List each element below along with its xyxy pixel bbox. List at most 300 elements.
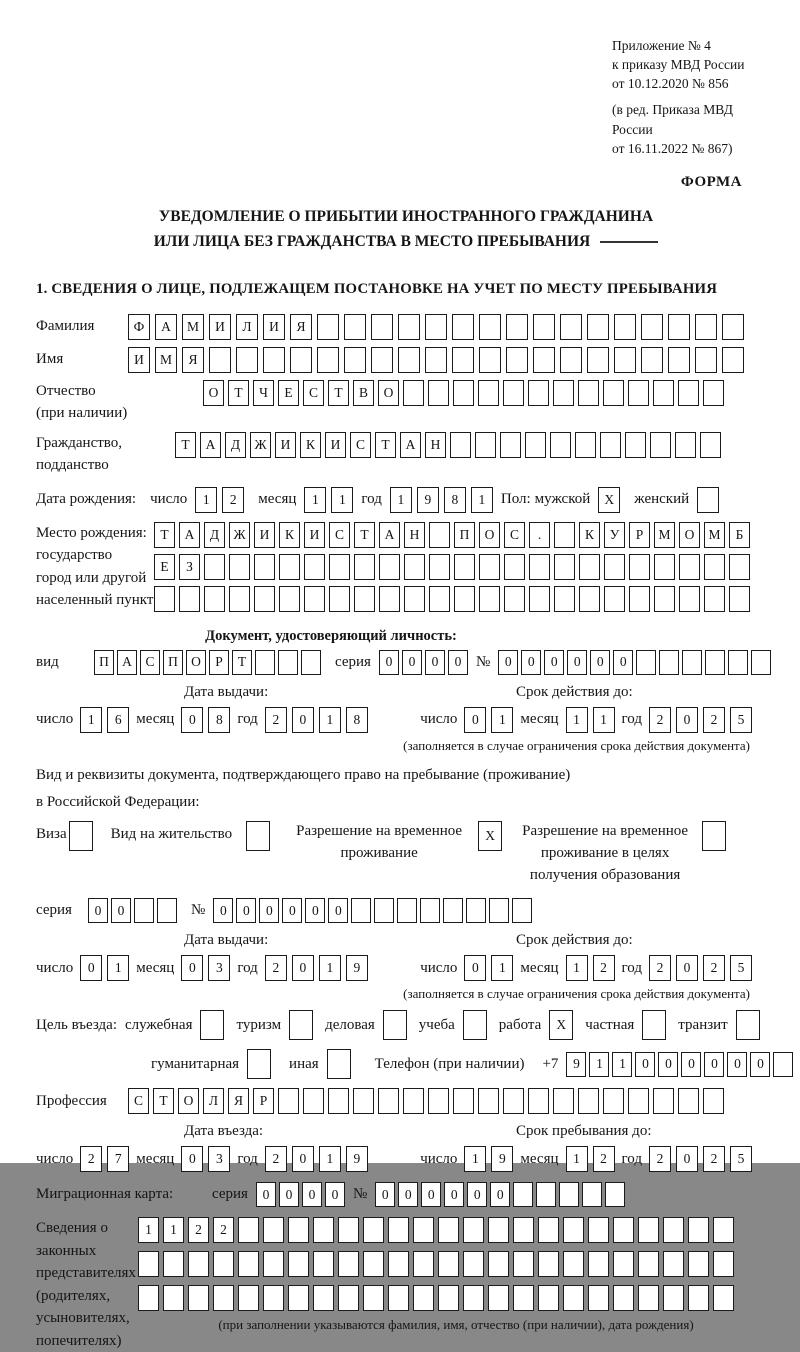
form-cell <box>413 1217 434 1243</box>
identity-doc-date-headers <box>36 684 776 705</box>
guardians-cell-rows <box>138 1217 734 1333</box>
form-cell: 0 <box>279 1182 299 1207</box>
form-cell: 8 <box>208 707 230 733</box>
form-cell <box>736 1010 760 1040</box>
residence-issue-day-cells <box>80 955 129 981</box>
form-cell: 8 <box>346 707 368 733</box>
temp-residence-label: Разрешение на временное проживание <box>296 823 463 861</box>
form-cell: И <box>275 432 296 458</box>
form-cell <box>371 314 393 340</box>
title-underline <box>600 241 658 243</box>
form-cell: 1 <box>163 1217 184 1243</box>
form-cell: 0 <box>444 1182 464 1207</box>
form-cell: 0 <box>88 898 108 923</box>
form-cell <box>157 898 177 923</box>
purpose-work-label: работа <box>498 1016 542 1033</box>
form-cell: М <box>704 522 725 548</box>
form-cell <box>200 1010 224 1040</box>
form-cell <box>587 314 609 340</box>
form-cell: 0 <box>567 650 587 675</box>
form-cell <box>304 586 325 612</box>
month-label: месяц <box>520 1150 559 1167</box>
form-cell <box>429 554 450 580</box>
purpose-humanitarian-label: гуманитарная <box>151 1055 240 1072</box>
form-cell <box>163 1285 184 1311</box>
form-cell <box>179 586 200 612</box>
form-cell: В <box>353 380 374 406</box>
form-cell: 0 <box>681 1052 701 1077</box>
form-cell: 5 <box>730 707 752 733</box>
form-cell <box>688 1285 709 1311</box>
firstname-cells <box>128 347 744 373</box>
male-label: мужской <box>534 491 591 508</box>
form-cell <box>317 314 339 340</box>
form-cell <box>213 1285 234 1311</box>
form-cell <box>613 1217 634 1243</box>
form-cell: 5 <box>730 955 752 981</box>
birth-month-cells <box>304 487 353 513</box>
guardians-label-line: (родителях, <box>36 1287 111 1304</box>
appendix-line: к приказу МВД России <box>612 57 745 73</box>
day-label: число <box>36 1150 74 1167</box>
form-cell <box>452 314 474 340</box>
day-label: число <box>420 711 458 728</box>
residence-permit-checkbox <box>246 821 270 851</box>
residence-issue-group <box>36 955 368 981</box>
form-cell <box>454 586 475 612</box>
doc-series-cells <box>379 650 468 675</box>
form-cell: 0 <box>328 898 348 923</box>
form-cell <box>554 586 575 612</box>
stay-year-cells <box>649 1146 752 1172</box>
form-cell <box>404 554 425 580</box>
female-checkbox <box>697 487 719 513</box>
form-cell: X <box>598 487 620 513</box>
residence-permit-label: Вид на жительство <box>110 826 233 843</box>
residence-options-row <box>36 821 776 886</box>
form-cell <box>371 347 393 373</box>
form-cell <box>279 586 300 612</box>
form-cell: Л <box>203 1088 224 1114</box>
form-cell <box>429 522 450 548</box>
form-cell: Б <box>729 522 750 548</box>
birthplace-cells-row2 <box>154 554 750 580</box>
form-cell: У <box>604 522 625 548</box>
firstname-label: Имя <box>36 351 64 368</box>
form-cell <box>488 1217 509 1243</box>
form-cell <box>478 380 499 406</box>
form-cell: 2 <box>188 1217 209 1243</box>
form-cell: 1 <box>593 707 615 733</box>
surname-row <box>36 314 776 340</box>
expiry-day-cells <box>464 707 513 733</box>
form-cell <box>479 347 501 373</box>
form-cell: 0 <box>398 1182 418 1207</box>
form-cell <box>383 1010 407 1040</box>
form-cell <box>363 1217 384 1243</box>
form-cell <box>579 586 600 612</box>
purpose-business-checkbox <box>383 1010 407 1040</box>
form-cell: 1 <box>390 487 412 513</box>
female-label: женский <box>634 491 690 508</box>
appendix-line: Приложение № 4 <box>612 38 711 53</box>
form-cell <box>229 554 250 580</box>
form-cell: 0 <box>236 898 256 923</box>
entry-date-header: Дата въезда: <box>184 1123 264 1140</box>
form-cell: 1 <box>80 707 102 733</box>
form-cell <box>317 347 339 373</box>
form-cell <box>289 1010 313 1040</box>
month-label: месяц <box>136 711 175 728</box>
form-cell <box>425 347 447 373</box>
form-cell <box>513 1251 534 1277</box>
form-cell <box>479 586 500 612</box>
form-cell: 1 <box>138 1217 159 1243</box>
purpose-transit-label: транзит <box>678 1016 728 1033</box>
form-cell <box>379 554 400 580</box>
form-cell: 2 <box>649 1146 671 1172</box>
form-cell <box>605 1182 625 1207</box>
form-cell <box>466 898 486 923</box>
form-cell <box>452 347 474 373</box>
residence-doc-intro <box>36 762 776 818</box>
form-cell <box>238 1251 259 1277</box>
patronymic-label-line1: Отчество <box>36 382 96 399</box>
form-cell: 9 <box>346 955 368 981</box>
form-cell <box>659 650 679 675</box>
form-cell <box>529 586 550 612</box>
form-cell: И <box>254 522 275 548</box>
birthplace-label <box>36 522 154 612</box>
migration-card-label: Миграционная карта: <box>36 1186 174 1203</box>
surname-label: Фамилия <box>36 318 95 335</box>
form-cell <box>653 380 674 406</box>
form-cell <box>428 380 449 406</box>
form-cell <box>563 1285 584 1311</box>
citizenship-cells <box>175 432 721 458</box>
form-cell: 3 <box>208 955 230 981</box>
purpose-private-checkbox <box>642 1010 666 1040</box>
form-cell <box>579 554 600 580</box>
form-cell <box>254 586 275 612</box>
form-cell: . <box>529 522 550 548</box>
form-cell: О <box>203 380 224 406</box>
form-cell <box>513 1285 534 1311</box>
form-cell <box>425 314 447 340</box>
form-cell <box>603 1088 624 1114</box>
form-cell <box>682 650 702 675</box>
form-cell: Я <box>228 1088 249 1114</box>
form-cell <box>344 347 366 373</box>
form-word: ФОРМА <box>680 173 742 190</box>
form-cell: М <box>155 347 177 373</box>
form-cell: 0 <box>727 1052 747 1077</box>
stay-month-cells <box>566 1146 615 1172</box>
form-cell: 0 <box>464 707 486 733</box>
form-cell: Е <box>278 380 299 406</box>
residence-number-cells <box>213 898 532 923</box>
entry-day-cells <box>80 1146 129 1172</box>
form-cell <box>204 586 225 612</box>
guardians-cells-row1 <box>138 1217 734 1243</box>
entry-dates-row <box>36 1146 776 1172</box>
birthdate-row <box>36 487 776 513</box>
form-cell: 0 <box>259 898 279 923</box>
form-cell <box>533 347 555 373</box>
form-cell <box>695 314 717 340</box>
guardians-label <box>36 1217 138 1352</box>
form-cell <box>578 1088 599 1114</box>
form-cell <box>722 314 744 340</box>
form-cell <box>614 347 636 373</box>
form-cell: К <box>579 522 600 548</box>
form-cell <box>506 314 528 340</box>
form-cell: 2 <box>213 1217 234 1243</box>
form-cell <box>563 1217 584 1243</box>
issue-month-cells <box>181 707 230 733</box>
guardians-cells-row2 <box>138 1251 734 1277</box>
form-cell <box>489 898 509 923</box>
issue-date-header: Дата выдачи: <box>184 683 269 700</box>
year-label: год <box>237 1150 258 1167</box>
form-cell <box>613 1285 634 1311</box>
form-cell <box>454 554 475 580</box>
form-cell: Т <box>153 1088 174 1114</box>
day-label: число <box>36 711 74 728</box>
form-cell: Т <box>228 380 249 406</box>
form-cell <box>578 380 599 406</box>
form-cell <box>453 1088 474 1114</box>
form-cell: О <box>378 380 399 406</box>
form-cell <box>704 586 725 612</box>
form-cell: 0 <box>292 1146 314 1172</box>
revision-line: от 16.11.2022 № 867) <box>612 140 733 156</box>
issue-day-cells <box>80 707 129 733</box>
form-cell <box>288 1251 309 1277</box>
form-cell: 1 <box>195 487 217 513</box>
form-cell <box>479 314 501 340</box>
form-cell <box>641 347 663 373</box>
validity-note: (заполняется в случае ограничения срока действия документа) <box>403 737 750 753</box>
form-cell <box>729 554 750 580</box>
form-cell <box>638 1285 659 1311</box>
form-cell: 9 <box>491 1146 513 1172</box>
issue-year-cells <box>265 707 368 733</box>
birthplace-label-line: Место рождения: <box>36 524 147 541</box>
section1-heading: 1. СВЕДЕНИЯ О ЛИЦЕ, ПОДЛЕЖАЩЕМ ПОСТАНОВКЕ НА УЧЕТ ПО МЕСТУ ПРЕБЫВАНИЯ <box>36 280 718 297</box>
form-cell: О <box>479 522 500 548</box>
form-cell: X <box>478 821 502 851</box>
doc-number-cells <box>498 650 771 675</box>
issue-date-header: Дата выдачи: <box>184 932 269 949</box>
form-cell: 0 <box>613 650 633 675</box>
month-label: месяц <box>520 711 559 728</box>
form-cell <box>488 1285 509 1311</box>
form-cell <box>428 1088 449 1114</box>
residence-expiry-year-cells <box>649 955 752 981</box>
residence-series-label: серия <box>36 902 72 919</box>
form-cell <box>304 554 325 580</box>
form-cell <box>603 380 624 406</box>
form-cell: 9 <box>417 487 439 513</box>
form-cell <box>751 650 771 675</box>
form-title <box>36 205 776 255</box>
form-cell <box>403 1088 424 1114</box>
form-cell: 2 <box>649 955 671 981</box>
form-cell: 0 <box>282 898 302 923</box>
form-cell: Р <box>253 1088 274 1114</box>
form-cell <box>263 1217 284 1243</box>
form-cell <box>678 380 699 406</box>
form-cell <box>397 898 417 923</box>
form-cell: 0 <box>635 1052 655 1077</box>
form-cell <box>638 1217 659 1243</box>
form-cell <box>600 432 621 458</box>
day-label: число <box>420 1150 458 1167</box>
doc-series-label: серия <box>335 653 371 670</box>
form-cell <box>654 586 675 612</box>
guardians-label-line: усыновителях, <box>36 1310 130 1327</box>
form-cell <box>238 1285 259 1311</box>
citizenship-label-line2: подданство <box>36 457 109 474</box>
form-cell <box>209 347 231 373</box>
form-cell <box>668 347 690 373</box>
form-cell <box>529 554 550 580</box>
form-cell <box>675 432 696 458</box>
form-cell <box>463 1285 484 1311</box>
citizenship-label-line1: Гражданство, <box>36 434 123 451</box>
form-cell: А <box>379 522 400 548</box>
birthplace-label-line: населенный пункт <box>36 592 154 609</box>
identity-doc-heading: Документ, удостоверяющий личность: <box>205 627 457 644</box>
form-cell: 1 <box>464 1146 486 1172</box>
form-cell <box>613 1251 634 1277</box>
form-cell: 1 <box>566 1146 588 1172</box>
form-cell: 7 <box>107 1146 129 1172</box>
doc-number-label: № <box>475 653 491 670</box>
form-cell <box>642 1010 666 1040</box>
form-cell: С <box>303 380 324 406</box>
form-cell <box>213 1251 234 1277</box>
form-cell: 1 <box>491 955 513 981</box>
form-cell <box>354 586 375 612</box>
form-cell <box>338 1285 359 1311</box>
form-cell: И <box>304 522 325 548</box>
patronymic-label-line2: (при наличии) <box>36 405 128 422</box>
form-cell <box>560 314 582 340</box>
doc-kind-label: вид <box>36 653 59 670</box>
year-label: год <box>237 959 258 976</box>
form-cell: 0 <box>590 650 610 675</box>
form-cell: С <box>329 522 350 548</box>
form-cell: 1 <box>319 707 341 733</box>
form-cell: Н <box>425 432 446 458</box>
form-cell <box>479 554 500 580</box>
form-cell <box>290 347 312 373</box>
form-cell <box>513 1182 533 1207</box>
form-cell <box>188 1251 209 1277</box>
form-cell: 1 <box>107 955 129 981</box>
guardians-label-line: законных <box>36 1242 97 1259</box>
form-cell: 1 <box>566 707 588 733</box>
birth-year-cells <box>390 487 493 513</box>
form-cell: 2 <box>703 1146 725 1172</box>
form-cell: Р <box>629 522 650 548</box>
residence-dates <box>36 955 776 981</box>
form-cell <box>328 1088 349 1114</box>
form-cell <box>204 554 225 580</box>
form-cell <box>503 1088 524 1114</box>
form-cell: И <box>209 314 231 340</box>
form-cell <box>528 1088 549 1114</box>
form-cell: 6 <box>107 707 129 733</box>
form-cell: С <box>128 1088 149 1114</box>
form-cell <box>163 1251 184 1277</box>
form-cell: 1 <box>319 955 341 981</box>
form-cell <box>650 432 671 458</box>
form-cell <box>722 347 744 373</box>
form-cell <box>625 432 646 458</box>
form-cell: С <box>350 432 371 458</box>
form-cell: И <box>325 432 346 458</box>
form-cell: 2 <box>265 1146 287 1172</box>
form-cell <box>554 522 575 548</box>
form-cell: Ж <box>250 432 271 458</box>
form-cell: 0 <box>676 955 698 981</box>
form-cell: 0 <box>213 898 233 923</box>
form-cell <box>533 314 555 340</box>
form-cell: 0 <box>181 707 203 733</box>
male-checkbox <box>598 487 620 513</box>
form-cell <box>229 586 250 612</box>
form-cell: 0 <box>305 898 325 923</box>
form-cell: Ж <box>229 522 250 548</box>
form-cell: 2 <box>265 707 287 733</box>
purpose-study-checkbox <box>463 1010 487 1040</box>
form-cell: 0 <box>111 898 131 923</box>
form-cell <box>705 650 725 675</box>
form-cell: П <box>163 650 183 675</box>
entry-date-group <box>36 1146 368 1172</box>
form-cell: Я <box>182 347 204 373</box>
form-cell: О <box>178 1088 199 1114</box>
form-cell <box>702 821 726 851</box>
guardians-label-line: попечителях) <box>36 1332 122 1349</box>
guardians-label-line: представителях <box>36 1265 136 1282</box>
form-cell <box>278 1088 299 1114</box>
form-cell: А <box>155 314 177 340</box>
form-cell <box>560 347 582 373</box>
birthplace-row <box>36 522 776 618</box>
birthdate-label: Дата рождения: <box>36 491 137 508</box>
purpose-transit-checkbox <box>736 1010 760 1040</box>
form-cell <box>588 1251 609 1277</box>
year-label: год <box>621 711 642 728</box>
form-cell <box>688 1217 709 1243</box>
form-cell <box>554 554 575 580</box>
form-cell: Д <box>204 522 225 548</box>
form-cell: 9 <box>346 1146 368 1172</box>
title-line-1: УВЕДОМЛЕНИЕ О ПРИБЫТИИ ИНОСТРАННОГО ГРАЖДАНИНА <box>158 207 654 225</box>
form-cell: 0 <box>379 650 399 675</box>
validity-note: (заполняется в случае ограничения срока действия документа) <box>403 986 750 1002</box>
form-cell <box>629 586 650 612</box>
form-cell: 2 <box>80 1146 102 1172</box>
purpose-official-label: служебная <box>124 1016 193 1033</box>
form-cell <box>413 1251 434 1277</box>
form-cell <box>663 1285 684 1311</box>
form-cell: 0 <box>676 1146 698 1172</box>
